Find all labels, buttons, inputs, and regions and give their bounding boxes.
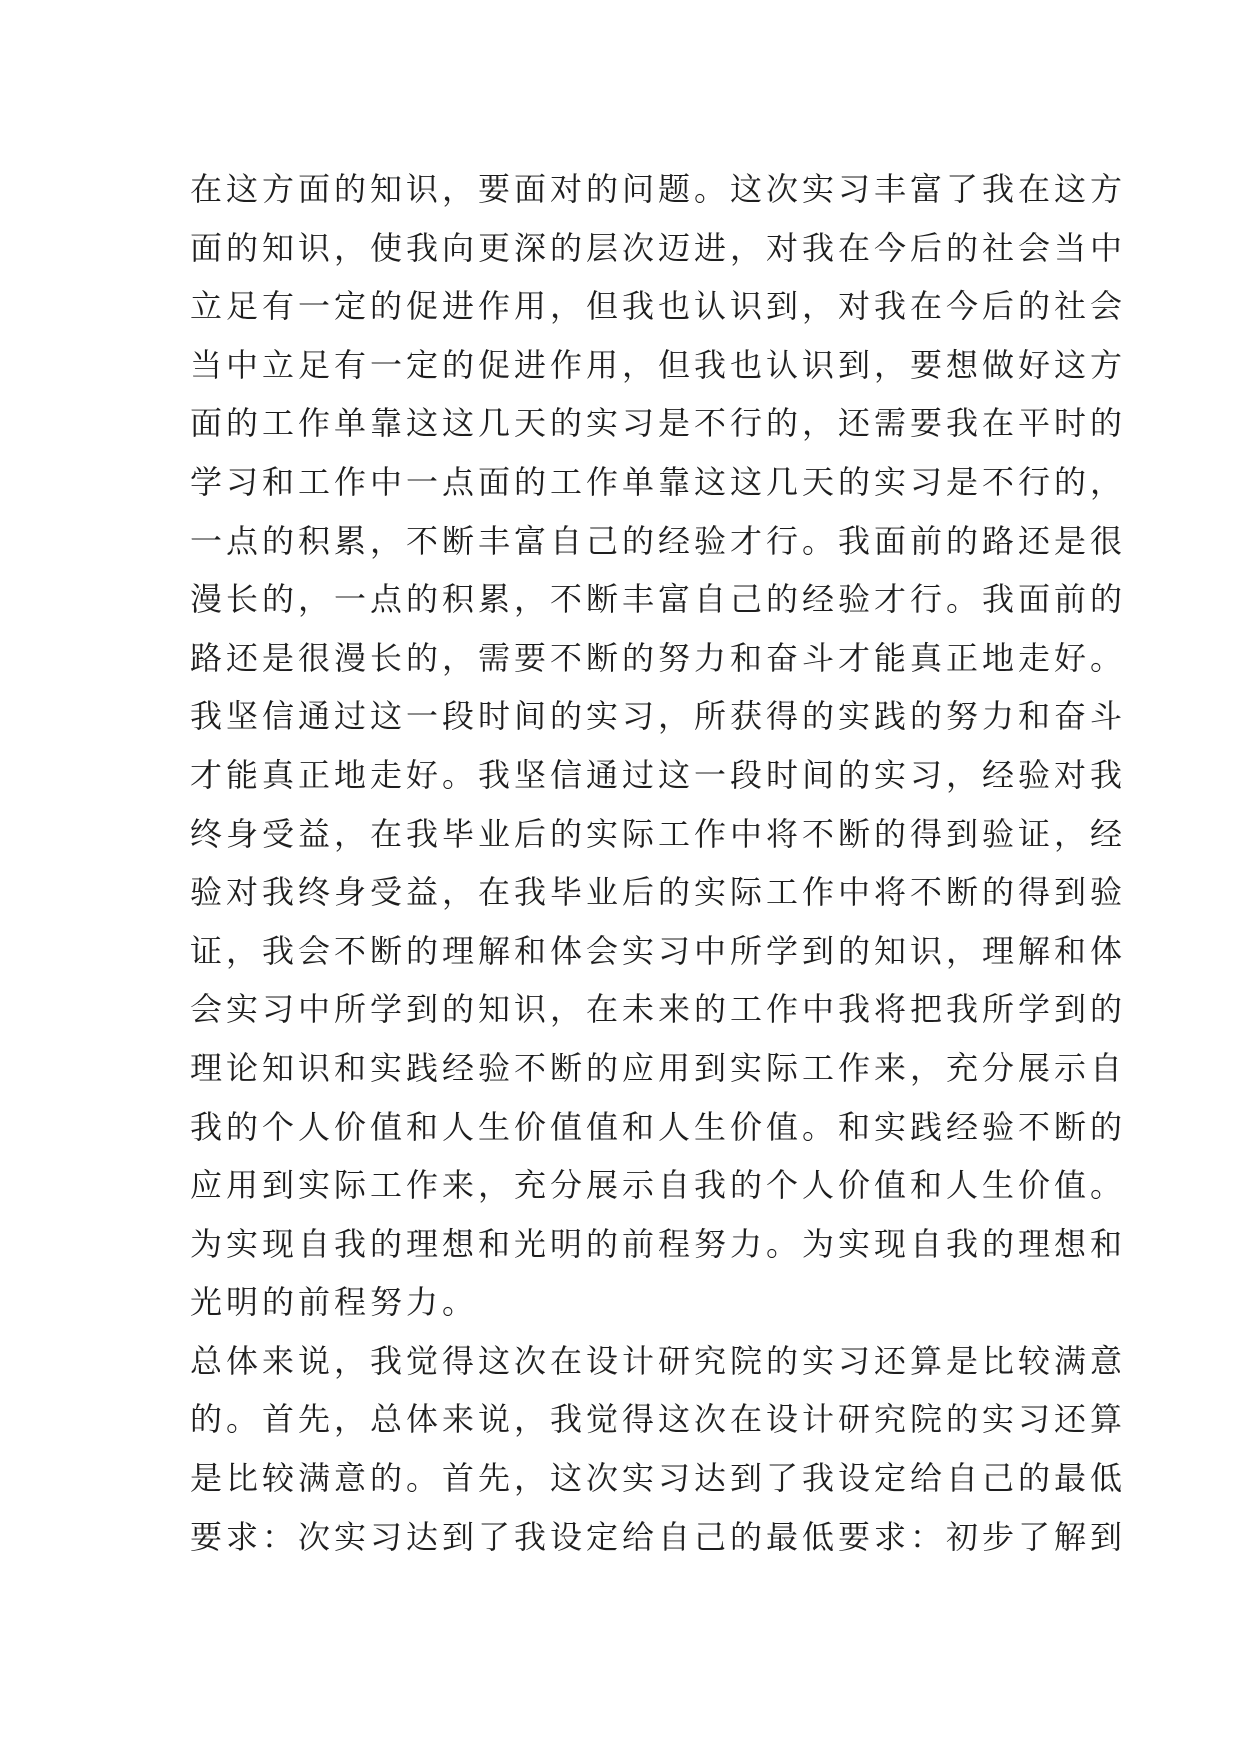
text-line: 要求：次实习达到了我设定给自己的最低要求：初步了解到: [190, 1517, 1127, 1556]
text-line: 的。首先，总体来说，我觉得这次在设计研究院的实习还算: [190, 1400, 1127, 1439]
text-line: 才能真正地走好。我坚信通过这一段时间的实习，经验对我: [190, 755, 1127, 794]
text-line: 会实习中所学到的知识，在未来的工作中我将把我所学到的: [190, 990, 1127, 1029]
text-line: 路还是很漫长的，需要不断的努力和奋斗才能真正地走好。: [190, 638, 1127, 677]
text-line: 应用到实际工作来，充分展示自我的个人价值和人生价值。: [190, 1166, 1127, 1205]
text-line: 在这方面的知识，要面对的问题。这次实习丰富了我在这方: [190, 170, 1127, 208]
text-line: 当中立足有一定的促进作用，但我也认识到，要想做好这方: [190, 345, 1127, 384]
text-line: 理论知识和实践经验不断的应用到实际工作来，充分展示自: [190, 1048, 1127, 1087]
text-line: 一点的积累，不断丰富自己的经验才行。我面前的路还是很: [190, 521, 1127, 560]
text-line: 学习和工作中一点面的工作单靠这这几天的实习是不行的，: [190, 462, 1127, 501]
text-line: 终身受益，在我毕业后的实际工作中将不断的得到验证，经: [190, 814, 1127, 853]
text-line: 验对我终身受益，在我毕业后的实际工作中将不断的得到验: [190, 873, 1127, 912]
text-line: 漫长的，一点的积累，不断丰富自己的经验才行。我面前的: [190, 580, 1127, 619]
text-line: 总体来说，我觉得这次在设计研究院的实习还算是比较满意: [190, 1341, 1127, 1380]
text-line: 是比较满意的。首先，这次实习达到了我设定给自己的最低: [190, 1459, 1127, 1498]
text-line: 为实现自我的理想和光明的前程努力。为实现自我的理想和: [190, 1224, 1127, 1263]
text-line: 我坚信通过这一段时间的实习，所获得的实践的努力和奋斗: [190, 697, 1127, 736]
body-text: [190, 160, 1127, 1566]
text-line: 立足有一定的促进作用，但我也认识到，对我在今后的社会: [190, 287, 1127, 326]
text-line: 面的工作单靠这这几天的实习是不行的，还需要我在平时的: [190, 404, 1127, 443]
text-line: 我的个人价值和人生价值值和人生价值。和实践经验不断的: [190, 1107, 1127, 1146]
text-line: 光明的前程努力。: [190, 1283, 479, 1322]
text-line: 面的知识，使我向更深的层次迈进，对我在今后的社会当中: [190, 228, 1127, 267]
text-line: 证，我会不断的理解和体会实习中所学到的知识，理解和体: [190, 931, 1127, 970]
